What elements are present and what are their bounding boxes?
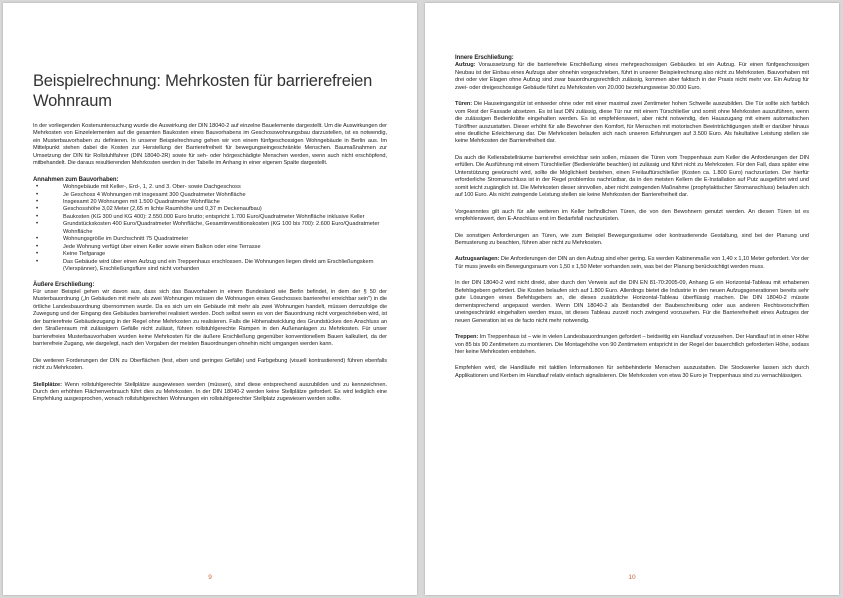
page-title: Beispielrechnung: Mehrkosten für barrierefreien Wohnraum: [33, 72, 373, 110]
list-item: • Das Gebäude wird über einen Aufzug und ein Treppenhaus erschlossen. Die Wohnungen liegen direkt am Erschließungskern (Vierspänner), Erschließungsflure sind nicht vorhanden: [33, 259, 387, 274]
outer-access-heading: Äußere Erschließung:: [33, 281, 95, 288]
lift-text: Voraussetzung für die barrierefreie Erschließung eines mehrgeschossigen Gebäudes ist ein Aufzug. Für einen fünfgeschossigen Neubau ist der Einbau eines Aufzugs aber ohnehin vorgeschrieben, führt in unserer Beispielrechnung also nicht zu Mehrkosten. Bauvorhaben mit drei oder vier Etagen ohne Aufzug sind zwar bauordnungsrechtlich zulässig, kommen aber faktisch in der Praxis nicht mehr vor. Ein Aufzug für zwei- oder dreigeschossige Gebäude führt zu Mehrkosten von 20.000 beziehungsweise 30.000 Euro.: [455, 62, 809, 91]
parking-lead: Stellplätze:: [33, 381, 62, 388]
surfaces-paragraph: Die weiteren Forderungen der DIN zu Oberflächen (fest, eben und geringes Gefälle) und Farbgebung (visuell kontrastierend) führen ebenfalls nicht zu Mehrkosten.: [33, 357, 387, 372]
stairs-paragraph: [455, 334, 809, 356]
lift-paragraph: [455, 62, 809, 92]
list-item: • Wohngebäude mit Keller-, Erd-, 1, 2. und 3. Ober- sowie Dachgeschoss: [33, 184, 387, 191]
list-item: • Grundstückskosten 400 Euro/Quadratmeter Wohnfläche, Gesamtinvestitionskosten (KG 100 bis 700): 2.600 Euro/Quadratmeter Wohnfläche: [33, 221, 387, 236]
doors-text: Die Hauseingangstür ist entweder ohne oder mit einer maximal zwei Zentimeter hohen Schwelle auszubilden. Die Tür sollte sich farblich vom Rest der Fassade absetzen. Es ist laut DIN zulässig, diese Tür nur mit einem Türschließer und somit ohne Mehrkosten auszuführen, wenn die zulässigen Bedienkräfte eingehalten werden. Es ist empfehlenswert, aber nicht notwendig, den Hauszugang mit einem automatischen Türöffner auszustatten. Dieser erhöht für alle Bewohner den Komfort, für Menschen mit motorischen Beeinträchtigungen stellt er darüber hinaus eine deutliche Erleichterung dar. Die Mehrkosten belaufen sich nach unseren Erfahrungen auf 3.500 Euro. Als fakultative Leistung stellen sie keine Mehrkosten der Barrierefreiheit dar.: [455, 101, 809, 145]
din-paragraph: In der DIN 18040-2 wird nicht direkt, aber durch den Verweis auf die DIN EN 81-70:2005-09, Anhang G ein Horizontal-Tableau mit erhabenen Befehlsgebern gefordert. Die Kosten belaufen sich auf 1.800 Euro. Allerdings bietet die Industrie in den neuen Aufzugsgenerationen bereits sehr gute Lösungen eines Befehlsgebers an, die dieses zusätzliche Horizontal-Tableau überflüssig machen. Die DIN 18040-2 müsste dementsprechend angepasst werden. Wenn DIN 18040-2 als Bestandteil der Baubeschreibung oder aus anderen Rechtsvorschriften uneingeschränkt eingehalten werden muss, ist dieses Tableau zurzeit noch zwingend vorzusehen. Für die Barrierefreiheit eines Aufzuges der neuen Generation ist es de facto nicht mehr notwendig.: [455, 280, 809, 324]
list-item: • Wohnungsgröße im Durchschnitt 75 Quadratmeter: [33, 236, 387, 243]
right-page-content: [455, 55, 809, 389]
handrail-paragraph: Empfehlen wird, die Handläufe mit taktilen Informationen für sehbehinderte Menschen auszustatten. Die Stockwerke lassen sich durch Applikationen und Kerben im Handlauf relativ einfach signalisieren. Die Mehrkosten von etwa 30 Euro je Treppenhaus sind zu vernachlässigen.: [455, 365, 809, 379]
elevators-lead: Aufzugsanlagen:: [455, 256, 500, 263]
list-item: • Keine Tiefgarage: [33, 251, 387, 258]
list-item: • Baukosten (KG 300 und KG 400): 2.550.000 Euro brutto; entspricht 1.700 Euro/Quadratmeter Wohnfläche inklusive Keller: [33, 214, 387, 221]
prewire-paragraph: Vorgeannntes gilt auch für alle weiteren im Keller befindlichen Türen, die von den Bewohnern genutzt werden. An diesen Türen ist es empfehlenswert, den E-Anschluss erst im Bedarfsfall nachzurüsten.: [455, 208, 809, 223]
elevators-paragraph: [455, 256, 809, 271]
intro-paragraph: In der vorliegenden Kostenuntersuchung wurde die Auswirkung der DIN 18040-2 auf einzelne Bauelemente dargestellt. Um die Auswirkungen der Mehrkosten von Einzelelementen auf die gesamten Baukosten eines Bauvorhabens im Geschosswohnungsbau darzustellen, ist es notwendig, ein Musterbauvorhaben zu definieren. In unserer Beispielrechnung gehen wir von einem fünfgeschossigen Wohngebäude in Berlin aus. Im Mittelpunkt stehen dabei die Kosten zur Herstellung der Barrierefreiheit für bewegungseingeschränkte Menschen. Baumaßnahmen zur Umsetzung der DIN für Rollstuhlfahrer (DIN 18040-2R) sowie für seh- oder hörgeschädigte Menschen werden, wenn auch nicht erschöpfend, mitbehandelt. Die daraus resultierenden Mehrkosten werden in der Tabelle im Anhang in einer eigenen Spalte dargestellt.: [33, 123, 387, 167]
parking-text: Wenn rollstuhlgerechte Stellplätze ausgewiesen werden (müssen), sind diese entsprechend auszubilden und zu kennzeichnen. Durch den erhöhten Flächenverbrauch führt dies zu Mehrkosten. In der DIN 18040-2 werden keine Stellplätze gefordert. Es wird lediglich eine Empfehlung ausgesprochen, wonach rollstuhlgerechten Wohnungen ein rollstuhlgerechter Stellplatz zugewiesen werden sollte.: [33, 381, 387, 403]
assumptions-list: [33, 184, 387, 273]
assumptions-heading: Annahmen zum Bauvorhaben:: [33, 176, 119, 183]
elevators-text: Die Anforderungen der DIN an den Aufzug sind eher gering. Es werden Kabinenmaße von 1,40 x 1,10 Meter gefordert. Vor der Tür muss jeweils ein Bewegungsraum von 1,50 x 1,50 Meter vorhanden sein, was bei der Planung berücksichtigt werden muss.: [455, 256, 809, 270]
list-item: • Geschosshöhe 3,02 Meter (2,65 m lichte Raumhöhe und 0,37 m Deckenaufbau): [33, 206, 387, 213]
stairs-text: Im Treppenhaus ist – wie in vielen Landesbauordnungen gefordert – beidseitig ein Handlauf vorzusehen. Der Handlauf ist in einer Höhe von 85 bis 90 Zentimetern zu montieren. Die Montagehöhe von 90 Zentimetern entspricht in der Regel der bauerchtlich geforderten Höhe, sodass hier keine Mehrkosten entstehen.: [455, 334, 809, 355]
inner-access-heading: Innere Erschließung:: [455, 55, 514, 61]
outer-access-paragraph: Für unser Beispiel gehen wir davon aus, dass sich das Bauvorhaben in einem Bundesland wie Berlin befindet, in dem der § 50 der Musterbauordnung („In Gebäuden mit mehr als zwei Wohnungen müssen die Wohnungen eines Geschosses barrierefrei erreichbar sein") in die örtliche Landesbauordnung übernommen wurde. Da es sich um ein Gebäude mit mehr als zwei Wohnungen handelt, müssen demzufolge die Zuwegung und der Eingang des Gebäudes barrierefrei realisiert werden. Doch selbst wenn es von der Bauordnung nicht vorgeschrieben wird, ist der barrierefreie Gebäudezugang in der Regel ohne Mehrkosten zu realisieren. Falls die Höhenabwicklung des Grundstückes den Anschluss an den Straßenraum mit zulässigem Gefälle nicht zulässt, führen rollstuhlgerechte Rampen in den Außenanlagen zu Mehrkosten. Für unser barrierefreies Musterbauvorhaben wurden keine Mehrkosten für die äußere Erschließung gegenüber konventionellem Bauen kalkuliert, da der barrierefreie Zugang, wie dargelegt, nach den Vorgaben der meisten Bauordnungen ohnehin nicht umgangen werden kann.: [33, 288, 387, 348]
list-item: • Je Geschoss 4 Wohnungen mit insgesamt 300 Quadratmeter Wohnfläche: [33, 192, 387, 199]
cellar-paragraph: Da auch die Kellerabstellräume barrierefrei erreichbar sein sollen, müssen die Türen vom Treppenhaus zum Keller die Anforderungen der DIN erfüllen. Die Ausführung mit einem Türschließer (Bedienkräfte beachten) ist zulässig und führt nicht zu Mehrkosten. Für den Fall, dass später eine Unterstützung gewünscht wird, sollte die Möglichkeit bestehen, einen Freilauftürschließer (Kosten ca. 1.800 Euro) nachzurüsten. Der hierfür erforderliche Stromanschluss ist in der Regel problemlos nachrüstbar, da in den meisten Kellern die E-Installation auf Putz ausgeführt wird und somit leicht zugänglich ist. Die Mehrkosten dieser sinnvollen, aber nicht zwingenden Maßnahme (prophylaktischer Stromanschluss) belaufen sich auf 100 Euro. Als nicht zwingende Leistung stellen sie keine Mehrkosten der Barrierefreiheit dar.: [455, 154, 809, 199]
list-item: • Jede Wohnung verfügt über einen Keller sowie einen Balkon oder eine Terrasse: [33, 244, 387, 251]
page-number: 9: [208, 574, 212, 581]
lift-lead: Aufzug:: [455, 62, 476, 69]
doors-paragraph: [455, 101, 809, 146]
list-item: • Insgesamt 20 Wohnungen mit 1.500 Quadratmeter Wohnfläche: [33, 199, 387, 206]
left-page-content: [33, 71, 387, 413]
doors-lead: Türen:: [455, 101, 473, 108]
page-number: 10: [628, 574, 636, 581]
left-page: [3, 3, 417, 595]
stairs-lead: Treppen:: [455, 334, 479, 341]
other-doors-paragraph: Die sonstigen Anforderungen an Türen, wie zum Beispiel Bewegungsräume oder kontrastierende Gestaltung, sind bei der Planung und Bemusterung zu beachten, führen aber nicht zu Mehrkosten.: [455, 232, 809, 247]
right-page: [425, 3, 839, 595]
parking-paragraph: [33, 382, 387, 404]
